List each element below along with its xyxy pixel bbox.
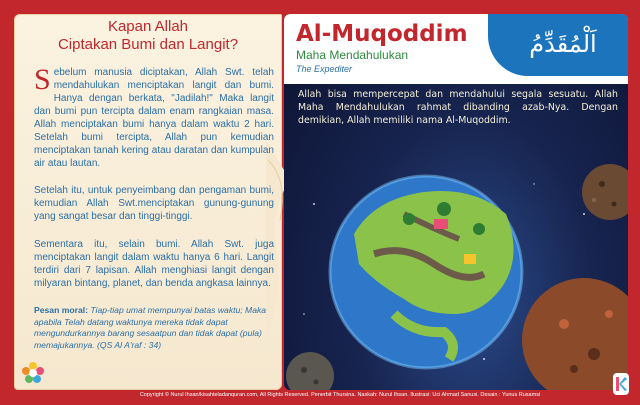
story-title [38,18,258,54]
story-paragraph-2: Setelah itu, untuk penyeimbang dan pengaman bumi, kemudian Allah Swt.menciptakan gunung-gunung yang sangat besar dan tinggi-tinggi. [34,185,274,222]
name-description: Allah bisa mempercepat dan mendahului segala sesuatu. Allah Maha Mendahulukan rahmat dibanding azab-Nya. Dengan demikian, Allah memiliki nama Al-Muqoddim. [298,89,618,126]
asmaul-husna-name: Al-Muqoddim [296,21,468,47]
arabic-name: اَلْمُقَدِّمُ [529,30,597,58]
grey-moon [286,352,334,390]
earth-planet [330,176,522,368]
story-title-line2: Ciptakan Bumi dan Langit? [57,36,239,53]
moral-message [34,305,274,351]
k-logo-icon [612,372,630,396]
english-meaning: The Expediter [296,64,353,74]
story-paragraph-1-text: ebelum manusia diciptakan, Allah Swt. telah mendahulukan menciptakan langit dan bumi. Hanya dengan berkata, "Jadilah!" Maka langit dan bumi pun tercipta dalam enam rangkaian masa. Allah menciptakan bumi hanya dalam waktu 2 hari. Setelah bumi tercipta, Allah pun kemudian menciptakan tanah kering atau daratan dan kumpulan air atau lautan. [34,67,274,169]
drop-cap: S [34,63,51,96]
story-title-line1: Kapan Allah [107,18,189,35]
story-paragraph-1 [34,63,274,170]
story-paragraph-3: Sementara itu, selain bumi. Allah Swt. juga menciptakan langit dalam waktu hanya 6 hari. Langit terdiri dari 7 lapisan. Allah menghiasi langit dengan milyaran bintang, planet, dan benda angkasa lainnya. [34,239,274,289]
space-illustration-panel [284,14,628,390]
brown-planet-small [582,164,628,220]
flower-badge-icon [20,360,46,386]
copyright-footer: Copyright © Nurul Ihsan/kisahteladanquran.com, All Rights Reserved. Penerbit Thursina. Naskah: Nurul Ihsan. Ilustrasi: Uci Ahmad Sanusi. Desain : Yunus Rusamsi [139,392,541,398]
moral-text: Tiap-tiap umat mempunyai batas waktu; Maka apabila Telah datang waktunya mereka tidak dapat mengundurkannya barang sesaatpun dan tidak dapat (pula) memajukannya. (QS Al A'raf : 34) [34,305,267,350]
moral-label: Pesan moral: [34,305,88,315]
name-meaning: Maha Mendahulukan [296,48,409,62]
